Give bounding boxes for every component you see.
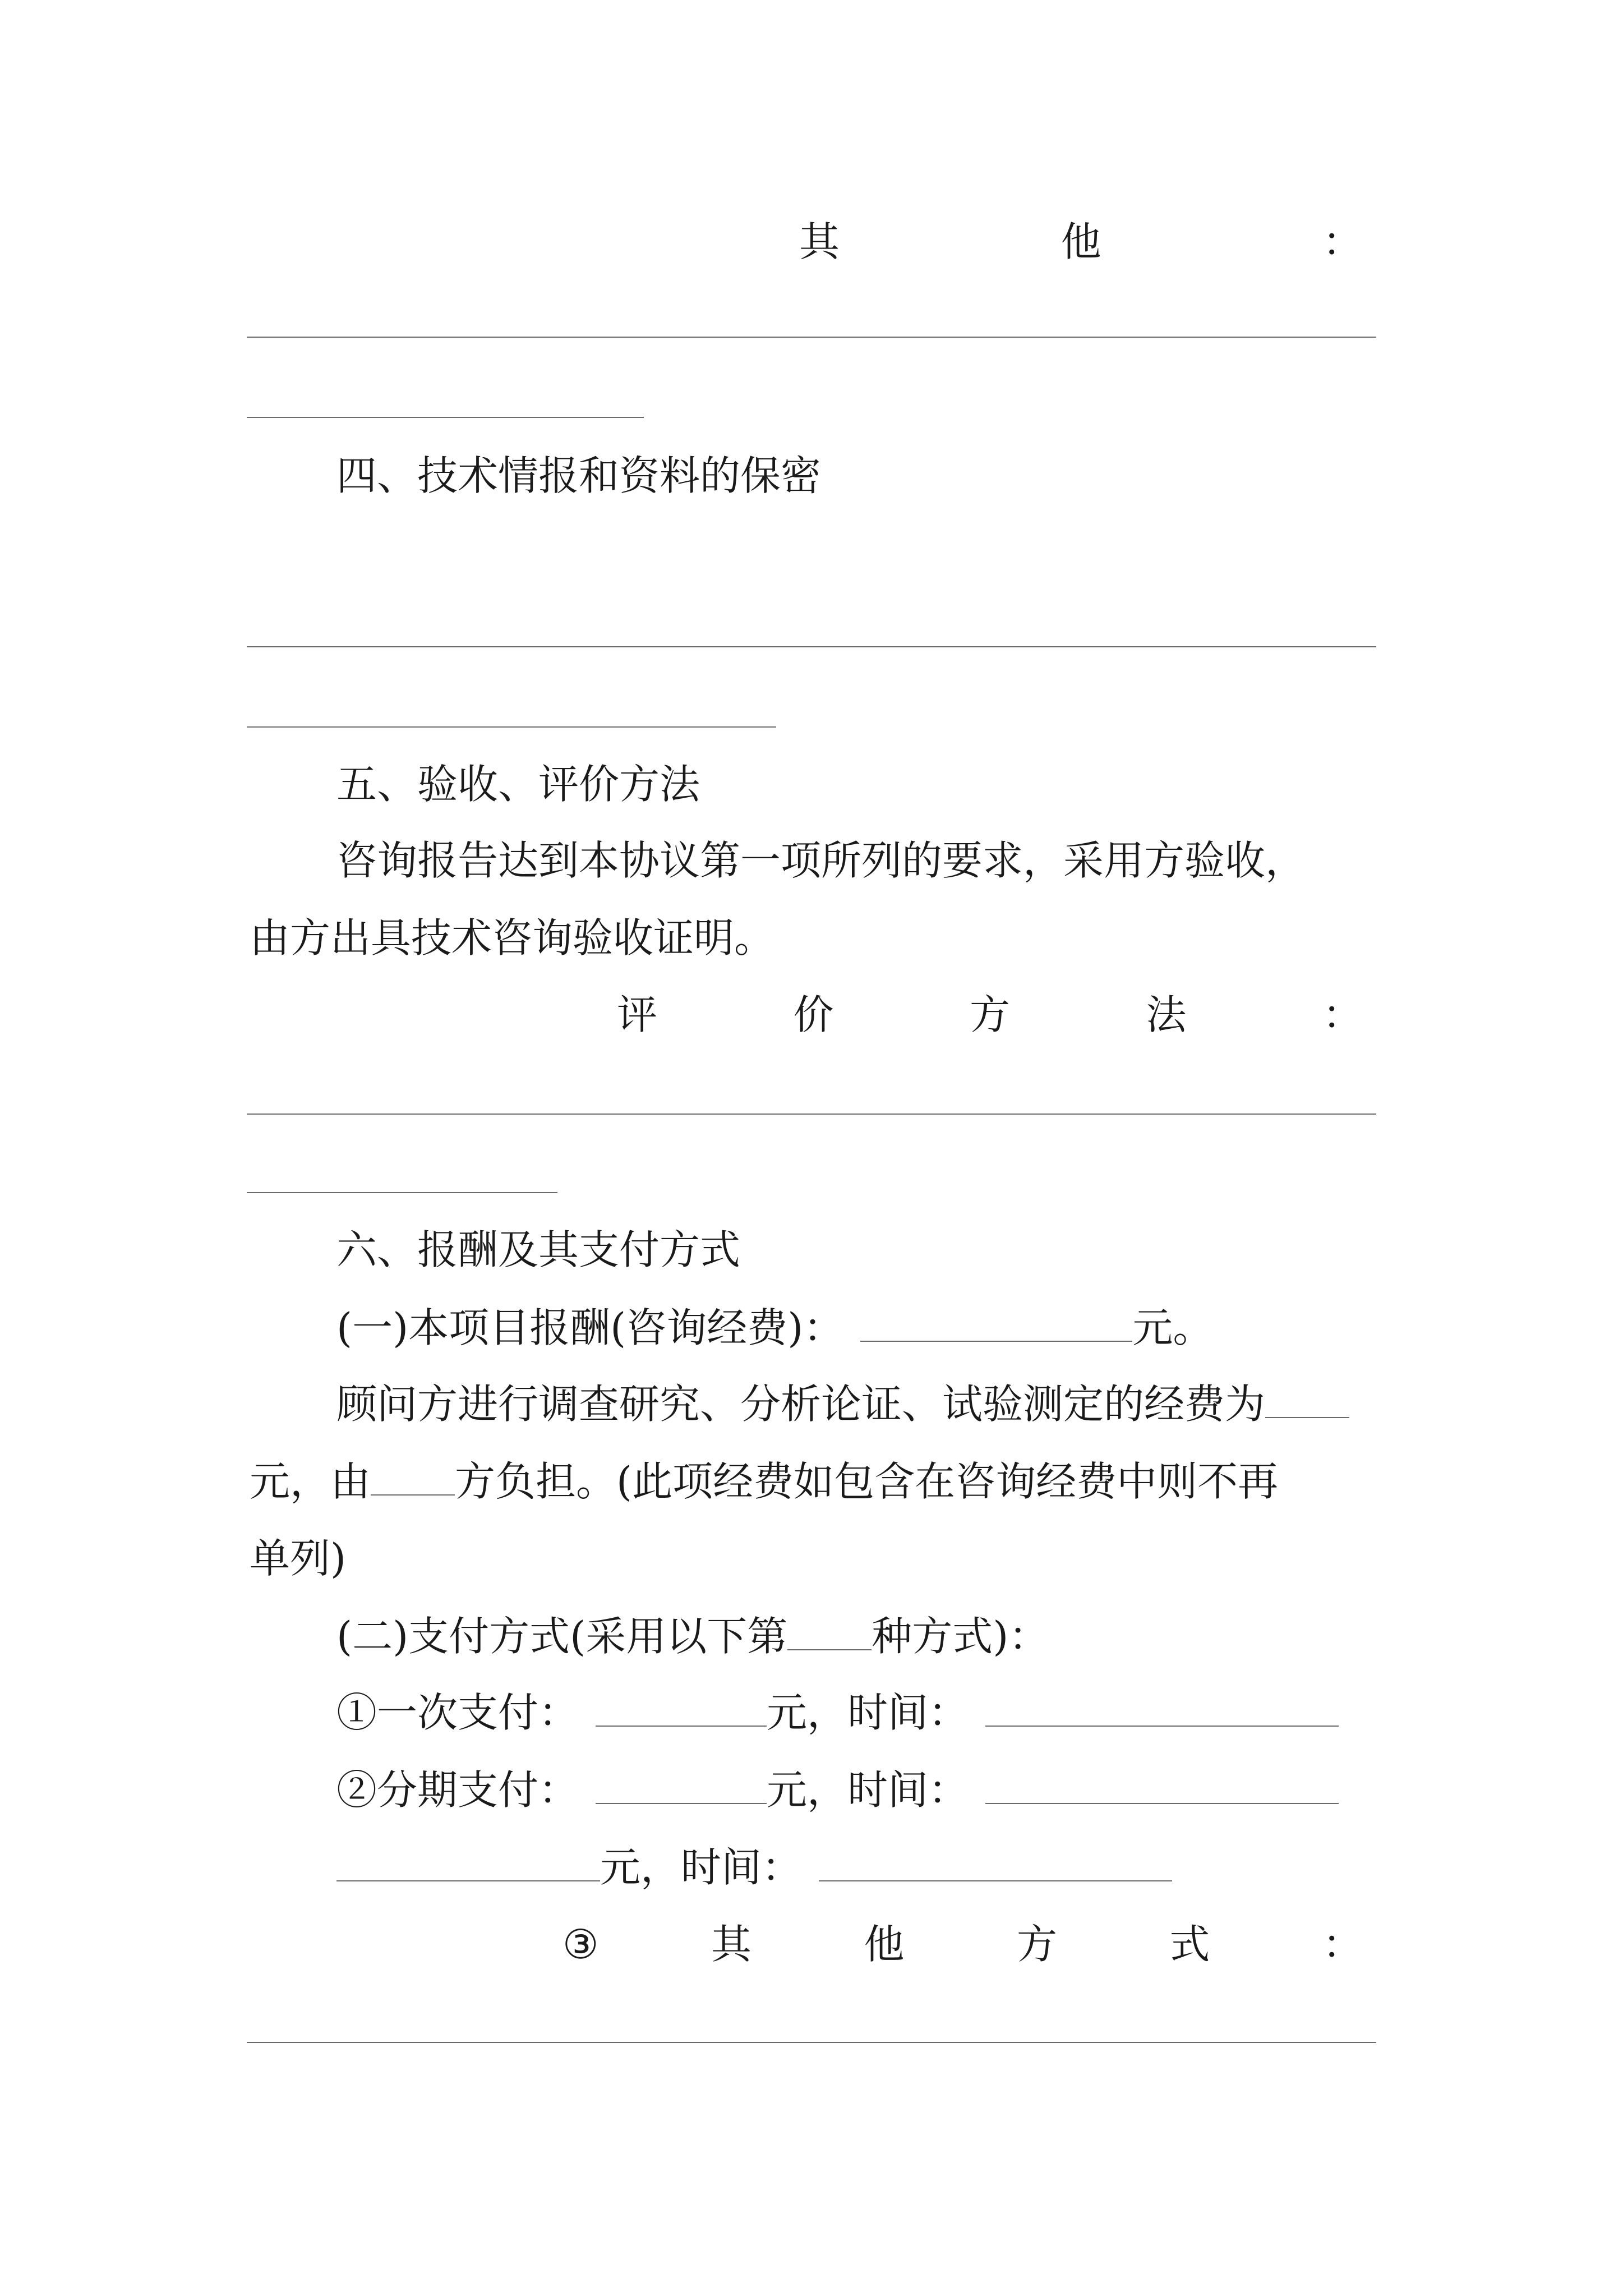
spaced-char: 评: [617, 991, 658, 1038]
spaced-char: ③: [562, 1921, 599, 1968]
option-1-label: ①一次支付：: [336, 1689, 579, 1736]
burden-party-blank[interactable]: [371, 1461, 455, 1496]
payment-method-label: (二)支付方式(采用以下第: [336, 1613, 788, 1660]
research-fee-note: 方负担。(此项经费如包含在咨询经费中则不再: [455, 1458, 1279, 1505]
option-1-line: [336, 1689, 1339, 1736]
fee-blank[interactable]: [860, 1307, 1132, 1342]
option-2-time-blank[interactable]: [985, 1769, 1339, 1804]
payment-option-blank[interactable]: [787, 1616, 872, 1650]
spaced-char: 其: [711, 1921, 752, 1968]
other-spaced-line: [799, 218, 1363, 265]
spaced-char: 他: [864, 1921, 905, 1968]
option-2b-amount-blank[interactable]: [336, 1847, 600, 1881]
option-2b-line: [336, 1844, 1172, 1891]
fill-line: [247, 417, 644, 418]
fee-line: [336, 1304, 1214, 1351]
fill-line: [247, 2042, 1376, 2043]
spaced-char: 方: [1016, 1921, 1057, 1968]
option-1-time-blank[interactable]: [985, 1692, 1339, 1727]
fill-line: [247, 1192, 557, 1193]
spaced-char: 方: [969, 991, 1010, 1038]
option-2-amount-blank[interactable]: [596, 1769, 767, 1804]
spaced-char: 价: [793, 991, 834, 1038]
fill-line: [247, 726, 776, 728]
spaced-char: ：: [1322, 1921, 1363, 1968]
option-1-time-label: 元，时间：: [767, 1689, 969, 1736]
spaced-char: 式: [1169, 1921, 1210, 1968]
option-2-time-label: 元，时间：: [767, 1766, 969, 1814]
research-fee-blank[interactable]: [1265, 1383, 1349, 1418]
fill-line: [247, 337, 1376, 338]
option-2-label: ②分期支付：: [336, 1766, 579, 1814]
spaced-char: 他: [1061, 218, 1101, 265]
section-5-paragraph-line: 咨询报告达到本协议第一项所列的要求，采用方验收，: [336, 837, 1306, 884]
option-3-spaced-line: [562, 1921, 1363, 1968]
spaced-char: 法: [1146, 991, 1187, 1038]
option-2-line: [336, 1766, 1339, 1814]
evaluation-method-spaced-line: [617, 991, 1363, 1038]
spaced-char: ：: [1322, 991, 1363, 1038]
payment-method-line: [336, 1613, 1049, 1660]
fee-label: (一)本项目报酬(咨询经费)：: [336, 1304, 844, 1351]
section-4-heading: 四、技术情报和资料的保密: [336, 452, 822, 499]
research-fee-text: 顾问方进行调查研究、分析论证、试验测定的经费为: [336, 1381, 1266, 1428]
research-fee-line-3: 单列): [250, 1535, 347, 1582]
option-2b-time-blank[interactable]: [819, 1847, 1172, 1881]
spaced-char: 其: [799, 218, 840, 265]
section-5-heading: 五、验收、评价方法: [336, 761, 700, 808]
section-6-heading: 六、报酬及其支付方式: [336, 1226, 741, 1273]
option-2b-time-label: 元，时间：: [600, 1844, 803, 1891]
research-fee-line: [336, 1381, 1349, 1428]
research-fee-unit: 元，由: [250, 1458, 371, 1505]
option-1-amount-blank[interactable]: [596, 1692, 767, 1727]
fill-line: [247, 646, 1376, 647]
spaced-char: ：: [1322, 218, 1363, 265]
fill-line: [247, 1114, 1376, 1115]
research-fee-line-2: [250, 1458, 1279, 1505]
section-5-paragraph-line: 由方出具技术咨询验收证明。: [250, 914, 775, 961]
fee-unit: 元。: [1132, 1304, 1214, 1351]
payment-method-suffix: 种方式)：: [872, 1613, 1049, 1660]
